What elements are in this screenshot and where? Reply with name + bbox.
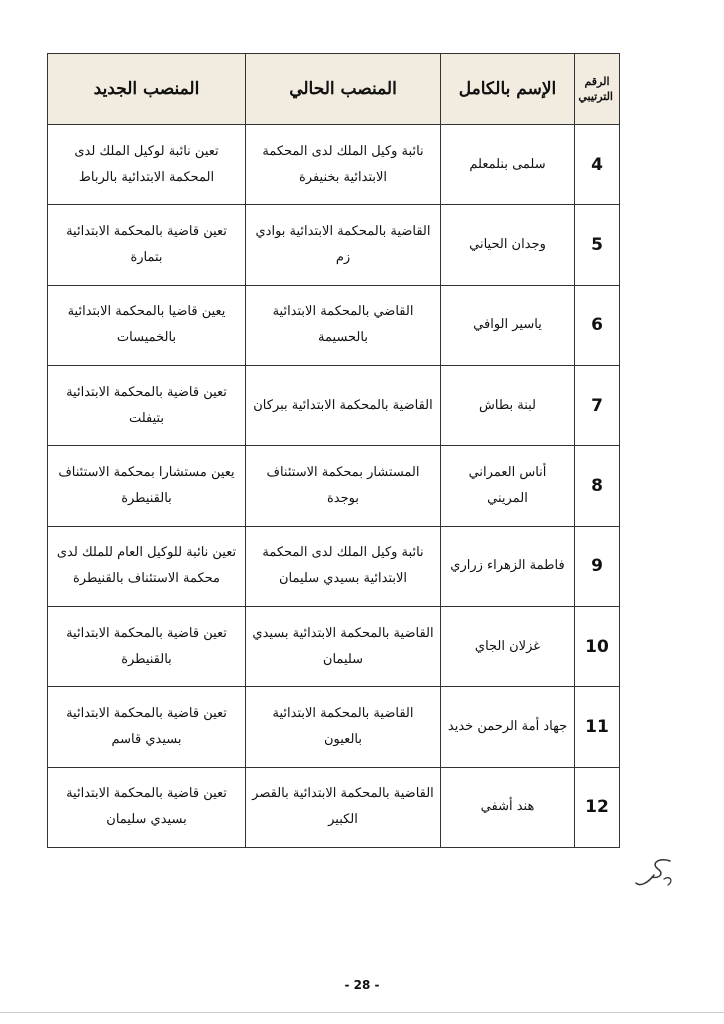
current-position-cell: المستشار بمحكمة الاستئناف بوجدة	[246, 446, 441, 526]
current-position-cell: القاضية بالمحكمة الابتدائية ببركان	[246, 365, 441, 445]
new-position-cell: يعين مستشارا بمحكمة الاستئناف بالقنيطرة	[48, 446, 246, 526]
current-position-cell: القاضية بالمحكمة الابتدائية بوادي زم	[246, 205, 441, 285]
rank-cell: 7	[575, 365, 620, 445]
page-number: - 28 -	[344, 978, 380, 992]
current-position-cell: القاضي بالمحكمة الابتدائية بالحسيمة	[246, 285, 441, 365]
current-position-cell: القاضية بالمحكمة الابتدائية بالعيون	[246, 687, 441, 767]
rank-cell: 9	[575, 526, 620, 606]
rank-cell: 10	[575, 606, 620, 686]
table-row	[48, 125, 620, 205]
new-position-cell: يعين قاضيا بالمحكمة الابتدائية بالخميسات	[48, 285, 246, 365]
new-position-cell: تعين قاضية بالمحكمة الابتدائية بسيدي سليمان	[48, 767, 246, 847]
header-rank: الرقم الترتيبي	[575, 54, 620, 125]
name-cell: أناس العمراني المريني	[441, 446, 575, 526]
current-position-cell: القاضية بالمحكمة الابتدائية بالقصر الكبير	[246, 767, 441, 847]
header-full-name: الإسم بالكامل	[441, 54, 575, 125]
name-cell: لبنة بطاش	[441, 365, 575, 445]
table-header-row	[48, 54, 620, 125]
bottom-divider	[0, 1012, 724, 1013]
header-new-position: المنصب الجديد	[48, 54, 246, 125]
table-row	[48, 687, 620, 767]
rank-cell: 8	[575, 446, 620, 526]
name-cell: هند أشفي	[441, 767, 575, 847]
rank-cell: 6	[575, 285, 620, 365]
rank-cell: 12	[575, 767, 620, 847]
table-row	[48, 365, 620, 445]
table-row	[48, 526, 620, 606]
new-position-cell: تعين قاضية بالمحكمة الابتدائية بتيفلت	[48, 365, 246, 445]
new-position-cell: تعين نائبة لوكيل الملك لدى المحكمة الابتدائية بالرباط	[48, 125, 246, 205]
current-position-cell: نائبة وكيل الملك لدى المحكمة الابتدائية بخنيفرة	[246, 125, 441, 205]
rank-cell: 4	[575, 125, 620, 205]
name-cell: جهاد أمة الرحمن خديد	[441, 687, 575, 767]
rank-cell: 5	[575, 205, 620, 285]
name-cell: سلمى بنلمعلم	[441, 125, 575, 205]
header-current-position: المنصب الحالي	[246, 54, 441, 125]
name-cell: غزلان الجاي	[441, 606, 575, 686]
handwritten-initials	[630, 853, 680, 893]
name-cell: وجدان الحياني	[441, 205, 575, 285]
new-position-cell: تعين قاضية بالمحكمة الابتدائية بسيدي قاسم	[48, 687, 246, 767]
new-position-cell: تعين قاضية بالمحكمة الابتدائية بتمارة	[48, 205, 246, 285]
current-position-cell: نائبة وكيل الملك لدى المحكمة الابتدائية بسيدي سليمان	[246, 526, 441, 606]
rank-cell: 11	[575, 687, 620, 767]
appointments-table	[47, 53, 620, 848]
table-row	[48, 446, 620, 526]
current-position-cell: القاضية بالمحكمة الابتدائية بسيدي سليمان	[246, 606, 441, 686]
name-cell: ياسير الوافي	[441, 285, 575, 365]
name-cell: فاطمة الزهراء زراري	[441, 526, 575, 606]
table-row	[48, 767, 620, 847]
table-row	[48, 205, 620, 285]
new-position-cell: تعين قاضية بالمحكمة الابتدائية بالقنيطرة	[48, 606, 246, 686]
table-row	[48, 285, 620, 365]
table-row	[48, 606, 620, 686]
new-position-cell: تعين نائبة للوكيل العام للملك لدى محكمة الاستئناف بالقنيطرة	[48, 526, 246, 606]
